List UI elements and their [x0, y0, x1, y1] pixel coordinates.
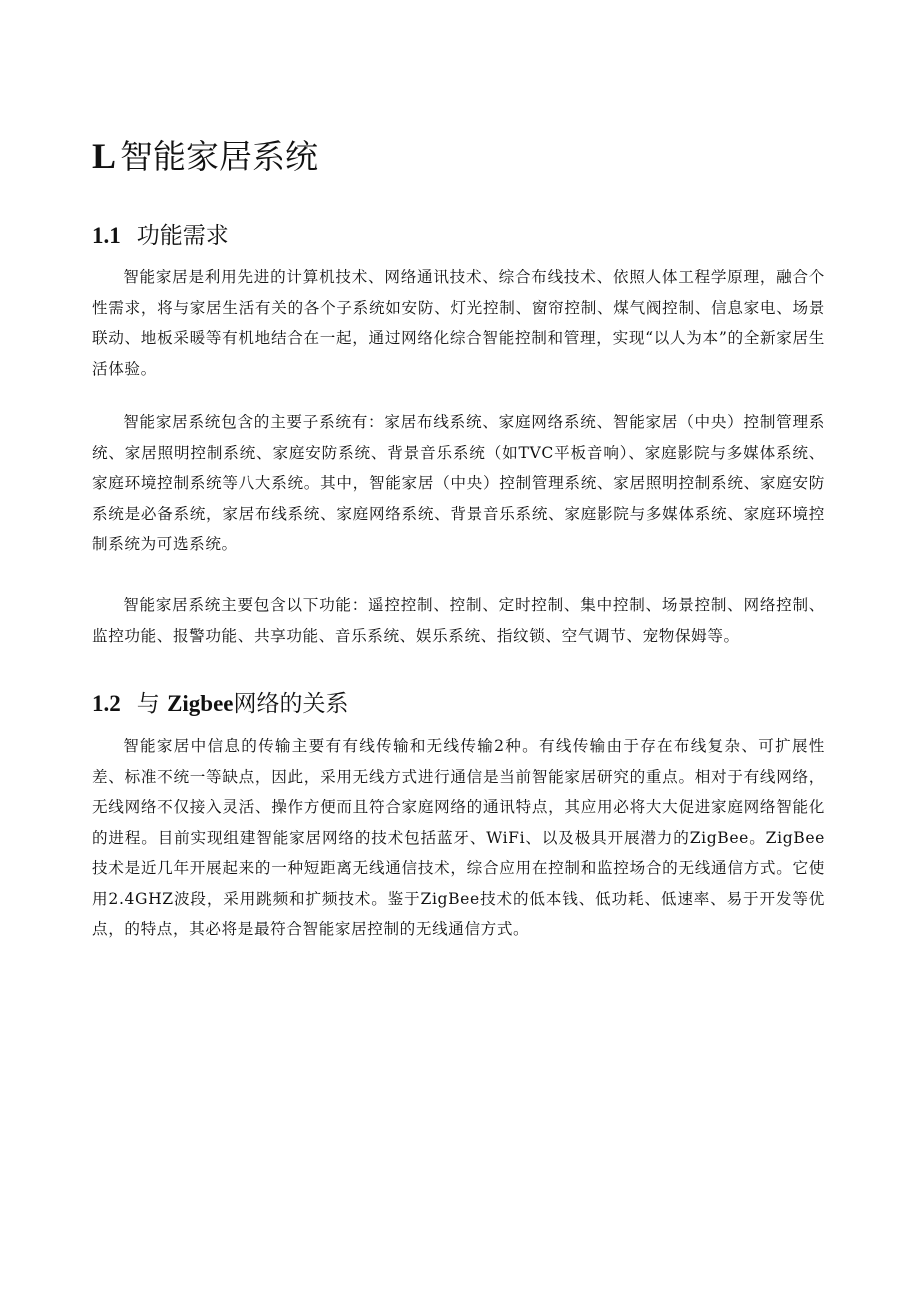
section-title-latin: Zigbee [167, 691, 234, 716]
section-title: 功能需求 [136, 223, 229, 249]
section-title-suffix: 网络的关系 [233, 691, 349, 717]
section-heading-1-2 [92, 688, 349, 720]
section-heading-1-1 [92, 220, 229, 252]
chapter-heading [92, 134, 318, 179]
chapter-title: 智能家居系统 [120, 137, 319, 176]
section-title-prefix: 与 [136, 691, 160, 717]
paragraph: 智能家居系统主要包含以下功能：遥控控制、控制、定时控制、集中控制、场景控制、网络控制、监控功能、报警功能、共享功能、音乐系统、娱乐系统、指纹锁、空气调节、宠物保姆等。 [92, 596, 825, 645]
paragraph: 智能家居系统包含的主要子系统有：家居布线系统、家庭网络系统、智能家居（中央）控制管理系统、家居照明控制系统、家庭安防系统、背景音乐系统（如TVC平板音响）、家庭影院与多媒体系统、家庭环境控制系统等八大系统。其中，智能家居（中央）控制管理系统、家居照明控制系统、家庭安防系统是必备系统，家居布线系统、家庭网络系统、背景音乐系统、家庭影院与多媒体系统、家庭环境控制系统为可选系统。 [92, 413, 825, 553]
section-number: 1.1 [92, 223, 121, 248]
paragraph: 智能家居是利用先进的计算机技术、网络通讯技术、综合布线技术、依照人体工程学原理，融合个性需求，将与家居生活有关的各个子系统如安防、灯光控制、窗帘控制、煤气阀控制、信息家电、场景联动、地板采暖等有机地结合在一起，通过网络化综合智能控制和管理，实现“以人为本”的全新家居生活体验。 [92, 268, 825, 378]
paragraph: 智能家居中信息的传输主要有有线传输和无线传输2种。有线传输由于存在布线复杂、可扩展性差、标准不统一等缺点，因此，采用无线方式进行通信是当前智能家居研究的重点。相对于有线网络，无线网络不仅接入灵活、操作方便而且符合家庭网络的通讯特点，其应用必将大大促进家庭网络智能化的进程。目前实现组建智能家居网络的技术包括蓝牙、WiFi、以及极具开展潜力的ZigBee。ZigBee技术是近几年开展起来的一种短距离无线通信技术，综合应用在控制和监控场合的无线通信方式。它使用2.4GHZ波段，采用跳频和扩频技术。鉴于ZigBee技术的低本钱、低功耗、低速率、易于开发等优点，的特点，其必将是最符合智能家居控制的无线通信方式。 [92, 737, 825, 938]
chapter-number: L [92, 136, 117, 176]
section-number: 1.2 [92, 691, 121, 716]
